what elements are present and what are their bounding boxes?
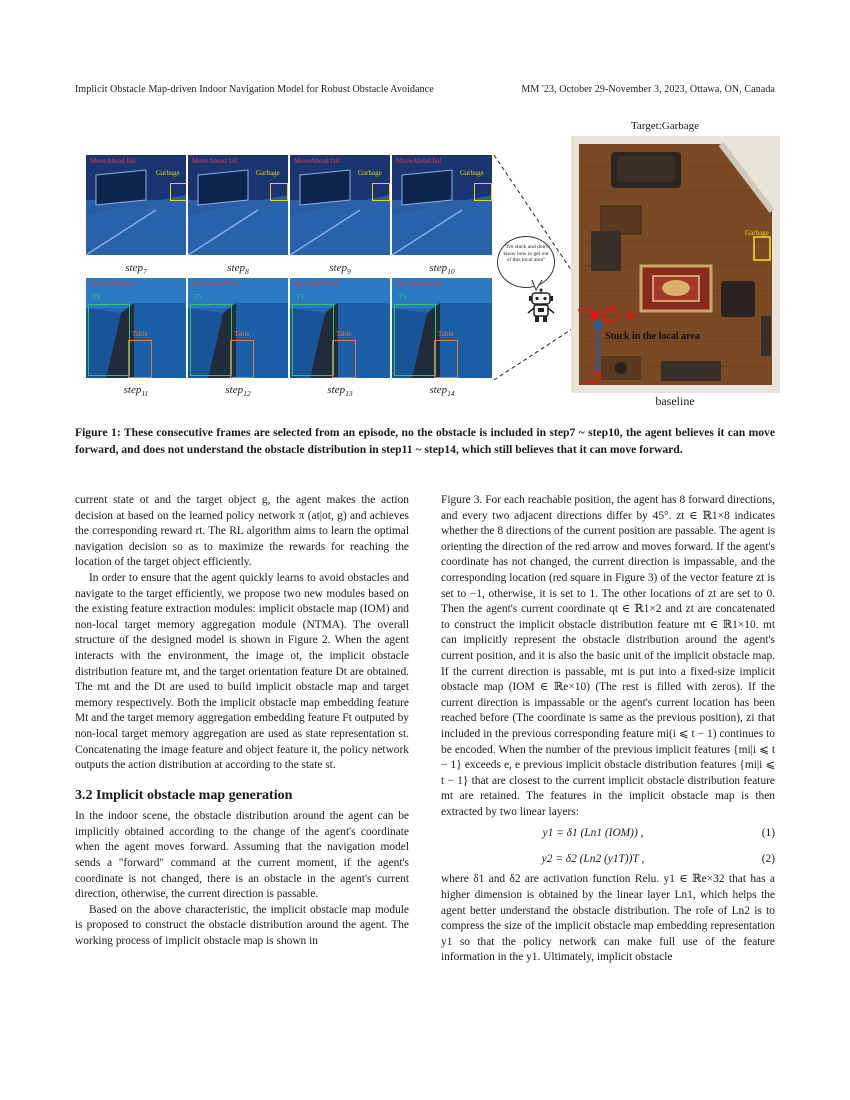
tv-box — [88, 304, 130, 376]
garbage-label: Garbage — [156, 169, 180, 177]
map-start-label: start — [584, 377, 600, 386]
equation-body: y2 = δ2 (Ln2 (y1T))T , — [541, 853, 645, 866]
garbage-box — [170, 183, 186, 201]
map-target-label: Target:Garbage — [630, 120, 700, 132]
step-label: step$_{14}$ — [429, 384, 455, 399]
moveahead-fail-label: MoveAhead fail — [294, 280, 340, 288]
step-label: step$_{10}$ — [429, 262, 455, 277]
garbage-box — [270, 183, 288, 201]
step-label: step$_{11}$ — [123, 384, 149, 399]
running-header-title: Implicit Obstacle Map-driven Indoor Navigation Model for Robust Obstacle Avoidance — [75, 84, 434, 95]
equation-1 — [441, 820, 775, 846]
equation-number: (1) — [761, 827, 775, 840]
step-label: step$_9$ — [329, 262, 351, 277]
paragraph: In the indoor scene, the obstacle distribution around the agent can be implicitly obtained according to the change of the agent's coordinate when the agent moves forward. Assuming that the navigation model sends a "forward" command at the current moment, if the agent's coordinate is not changed, there is an obstacle in the agent's current direction, otherwise, the current direction is passable. — [75, 810, 409, 901]
step-label: step$_8$ — [227, 262, 249, 277]
moveahead-fail-label: MoveAhead fail — [396, 280, 442, 288]
frame-step13 — [290, 278, 390, 378]
table-box — [332, 340, 356, 378]
moveahead-fail-label: MoveAhead fail — [396, 157, 442, 165]
table-box — [128, 340, 152, 378]
tv-label: TV — [92, 293, 102, 301]
frame-step9 — [290, 155, 390, 255]
figure-caption: Figure 1: These consecutive frames are selected from an episode, no the obstacle is included in step7 ~ step10, the agent believes it can move forward, and does not understand the obstacle distribution in step11 ~ step14, which still believes that it can move forward. — [75, 426, 775, 456]
table-box — [230, 340, 254, 378]
garbage-label: Garbage — [460, 169, 484, 177]
frame-step7 — [86, 155, 186, 255]
tv-box — [190, 304, 232, 376]
step-label: step$_{12}$ — [225, 384, 251, 399]
garbage-label: Garbage — [358, 169, 382, 177]
tv-box — [292, 304, 334, 376]
frame-step11 — [86, 278, 186, 378]
step-label: step$_{13}$ — [327, 384, 353, 399]
garbage-box — [372, 183, 390, 201]
paragraph: current state ot and the target object g, the agent makes the action decision at based on the learned policy network π (at|ot, g) and achieves the corresponding reward rt. The RL algorithm aims to learn the optimal navigation decision so as to maximize the rewards for reaching the location of the target object efficiently. — [75, 494, 409, 569]
frame-step12 — [188, 278, 288, 378]
map-garbage-label: Garbage — [745, 229, 769, 237]
frame-step10 — [392, 155, 492, 255]
map-end-label: end — [578, 305, 591, 314]
equation-number: (2) — [761, 853, 775, 866]
moveahead-fail-label: MoveAhead fail — [192, 157, 238, 165]
right-column — [441, 493, 775, 966]
top-down-map — [571, 136, 780, 393]
tv-box — [394, 304, 436, 376]
table-label: Table — [132, 330, 148, 338]
table-box — [434, 340, 458, 378]
map-stuck-label: Stuck in the local area — [605, 331, 700, 342]
speech-bubble-text: "I'm stuck and don't know how to get out of this local area" — [503, 244, 549, 263]
robot-icon — [524, 288, 558, 324]
equation-body: y1 = δ1 (Ln1 (IOM)) , — [542, 827, 644, 840]
table-label: Table — [234, 330, 250, 338]
paragraph: where δ1 and δ2 are activation function Relu. y1 ∈ ℝe×32 that has a higher dimension is obtained by the linear layer Ln1, which helps the agent better understand the obstacle distribution. The role of Ln2 is to compress the size of the implicit obstacle map embedding representation y1 so that the policy network can make full use of the feature information in the y1. Ultimately, implicit obstacle — [441, 873, 775, 964]
running-header-venue: MM '23, October 29-November 3, 2023, Ottawa, ON, Canada — [521, 84, 775, 95]
table-label: Table — [438, 330, 454, 338]
step-label: step$_7$ — [125, 262, 147, 277]
paragraph: In order to ensure that the agent quickly learns to avoid obstacles and navigate to the target efficiently, we propose two new modules based on the existing feature extraction modules: implicit obstacle map (IOM) and non-local target memory aggregation module (NTMA). The overall structure of the designed model is shown in Figure 2. When the agent interacts with the environment, the image ot, the implicit obstacle distribution feature mt, and the target orientation feature Dt are obtained. The mt and the Dt are used to build implicit obstacle map and target memory respectively. Both the implicit obstacle map embedding feature Mt and the target memory aggregation embedding feature Ft outputed by non-local target memory aggregation are used as state representation st. Concatenating the image feature and object feature it, the policy network outputs the action distribution at according to the state st. — [75, 571, 409, 772]
frame-step8 — [188, 155, 288, 255]
moveahead-fail-label: MoveAhead fail — [90, 280, 136, 288]
paragraph: Based on the above characteristic, the implicit obstacle map module is proposed to construct the obstacle distribution around the agent. The working process of implicit obstacle map is shown in — [75, 903, 409, 948]
moveahead-fail-label: MoveAhead fail — [294, 157, 340, 165]
frame-step14 — [392, 278, 492, 378]
paragraph: Figure 3. For each reachable position, the agent has 8 forward directions, and every two adjacent directions differ by 45°. zt ∈ ℝ1×8 indicates whether the 8 directions of the current position are passable. The agent is orienting the direction of the red arrow and moves forward. If the agent's coordinate has not changed, the current direction is impassable, and the corresponding location (red square in Figure 3) of the vector feature zt is set to −1, otherwise, it is set to 1. The other locations of zt are set to 0. Then the agent's current coordinate qt ∈ ℝ1×2 and zt are concatenated to construct the implicit obstacle distribution feature mt ∈ ℝ1×10. mt can implicitly represent the obstacle distribution around the agent's current position, and it is also the basic unit of the implicit obstacle map. If the current direction is passable, mt is put into a fixed-size implicit obstacle map (IOM ∈ ℝe×10) (The rest is filled with zeros). If the current direction is impassable or the agent's current location has been reached before (The coordinate is same as the previous position), zi that included in the previous corresponding feature mi(i ⩽ t − 1) continues to be encoded. When the number of the previous implicit features {mi|i ⩽ t − 1} exceeds e, e previous implicit obstacle distribution features {mi|i ⩽ t − 1} that are closest to the current implicit obstacle distribution feature mt are retained. The features in the implicit obstacle map is then extracted by two linear layers: — [441, 494, 775, 818]
equation-2 — [441, 846, 775, 872]
speech-bubble — [497, 236, 555, 288]
left-column — [75, 493, 409, 950]
tv-label: TV — [398, 293, 408, 301]
tv-label: TV — [194, 293, 204, 301]
table-label: Table — [336, 330, 352, 338]
moveahead-fail-label: MoveAhead fail — [90, 157, 136, 165]
moveahead-fail-label: MoveAhead fail — [192, 280, 238, 288]
section-heading: 3.2 Implicit obstacle map generation — [75, 787, 293, 803]
tv-label: TV — [296, 293, 306, 301]
garbage-label: Garbage — [256, 169, 280, 177]
map-caption: baseline — [655, 394, 695, 408]
